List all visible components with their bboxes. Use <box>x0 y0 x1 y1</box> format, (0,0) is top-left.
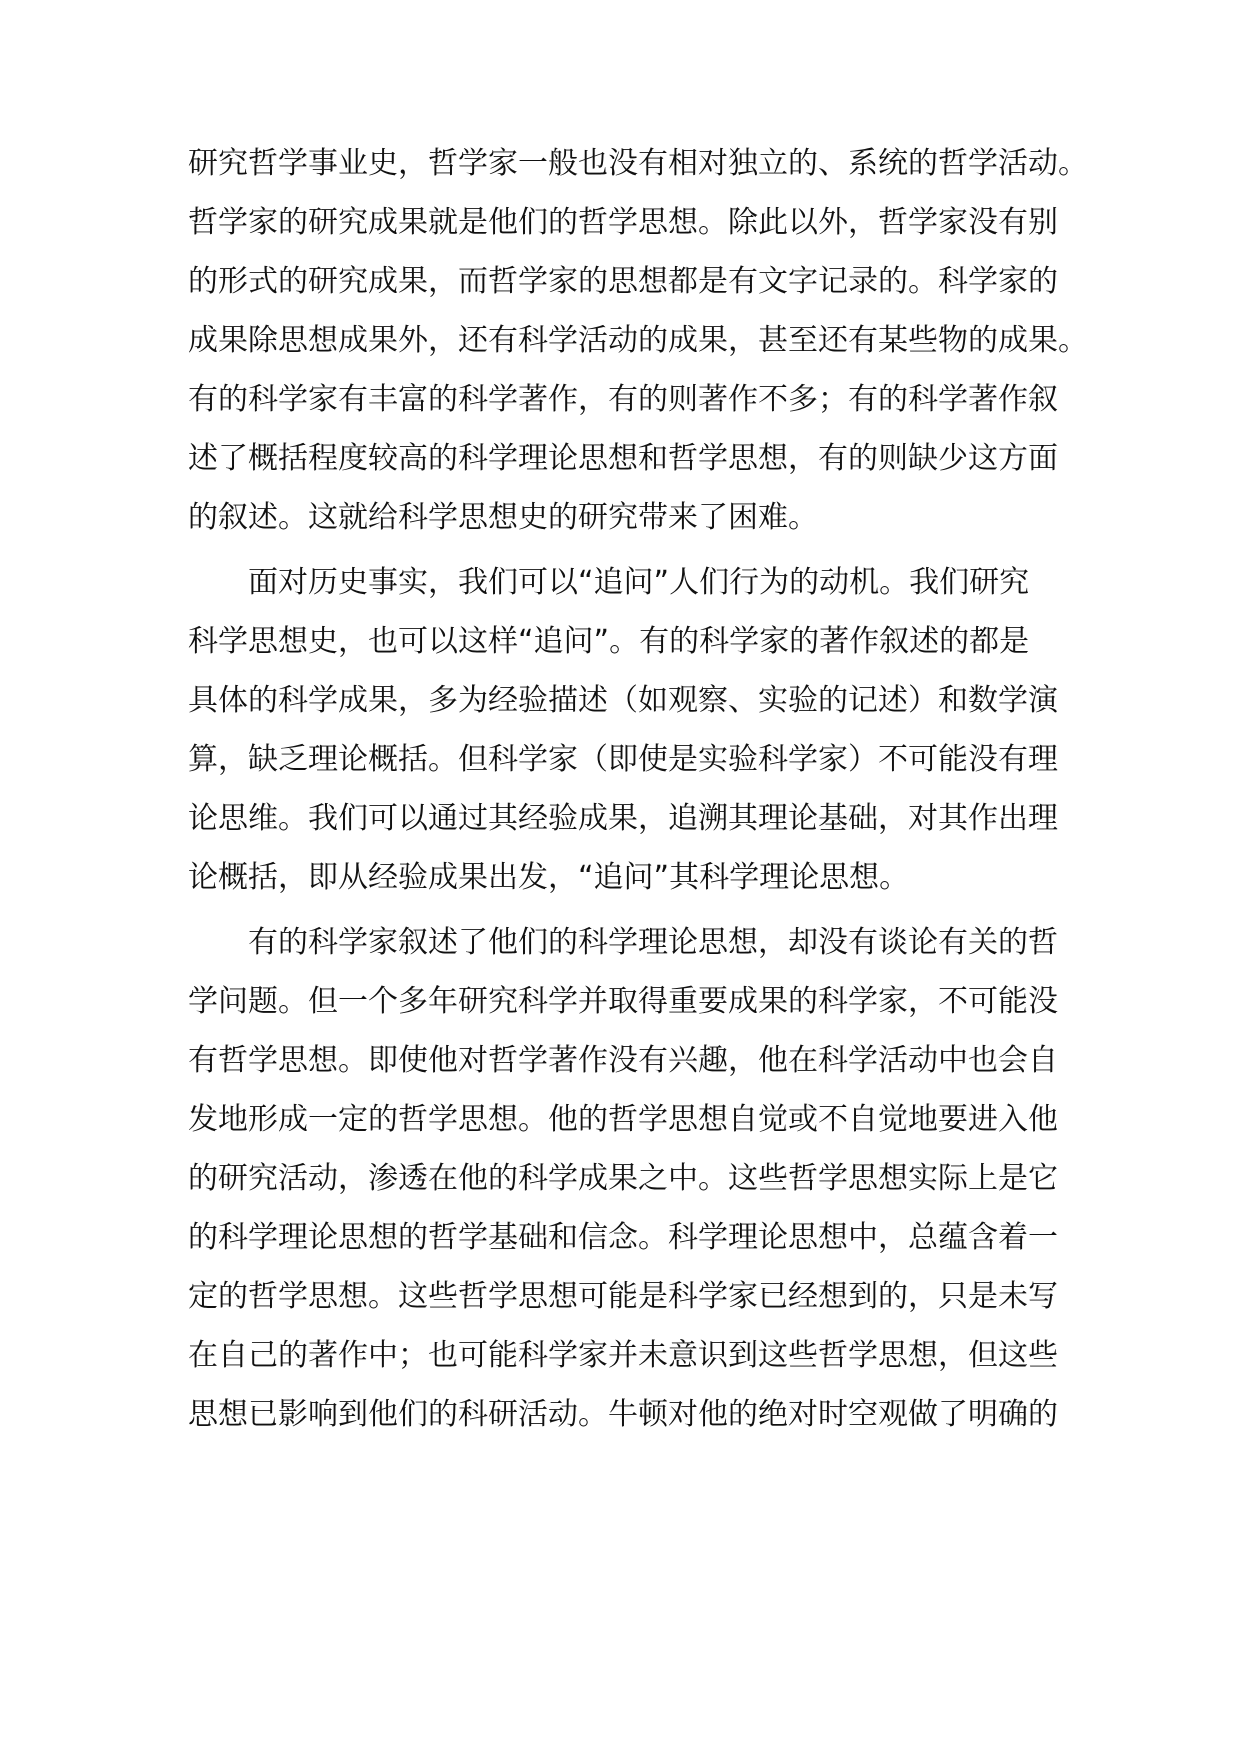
paragraph-1-line-3: 的形式的研究成果，而哲学家的思想都是有文字记录的。科学家的 <box>188 264 1058 299</box>
paragraph-1-line-4: 成果除思想成果外，还有科学活动的成果，甚至还有某些物的成果。 <box>188 323 1088 358</box>
paragraph-3-line-2: 学问题。但一个多年研究科学并取得重要成果的科学家，不可能没 <box>188 984 1058 1019</box>
paragraph-3-line-1: 有的科学家叙述了他们的科学理论思想，却没有谈论有关的哲 <box>248 925 1058 960</box>
paragraph-3-line-4: 发地形成一定的哲学思想。他的哲学思想自觉或不自觉地要进入他 <box>188 1102 1058 1137</box>
paragraph-3-line-3: 有哲学思想。即使他对哲学著作没有兴趣，他在科学活动中也会自 <box>188 1043 1058 1078</box>
paragraph-1-line-1: 研究哲学事业史，哲学家一般也没有相对独立的、系统的哲学活动。 <box>188 146 1088 181</box>
paragraph-2-line-4: 算，缺乏理论概括。但科学家（即使是实验科学家）不可能没有理 <box>188 742 1058 777</box>
paragraph-1-line-7: 的叙述。这就给科学思想史的研究带来了困难。 <box>188 500 818 535</box>
paragraph-1-line-2: 哲学家的研究成果就是他们的哲学思想。除此以外，哲学家没有别 <box>188 205 1058 240</box>
paragraph-2-line-3: 具体的科学成果，多为经验描述（如观察、实验的记述）和数学演 <box>188 683 1058 718</box>
paragraph-3-line-5: 的研究活动，渗透在他的科学成果之中。这些哲学思想实际上是它 <box>188 1161 1058 1196</box>
paragraph-2-line-5: 论思维。我们可以通过其经验成果，追溯其理论基础，对其作出理 <box>188 801 1058 836</box>
paragraph-2-line-6: 论概括，即从经验成果出发，“追问”其科学理论思想。 <box>188 860 910 895</box>
paragraph-3-line-7: 定的哲学思想。这些哲学思想可能是科学家已经想到的，只是未写 <box>188 1279 1058 1314</box>
paragraph-2-line-1: 面对历史事实，我们可以“追问”人们行为的动机。我们研究 <box>248 565 1030 600</box>
paragraph-1-line-5: 有的科学家有丰富的科学著作，有的则著作不多；有的科学著作叙 <box>188 382 1058 417</box>
paragraph-1-line-6: 述了概括程度较高的科学理论思想和哲学思想，有的则缺少这方面 <box>188 441 1058 476</box>
paragraph-3-line-8: 在自己的著作中；也可能科学家并未意识到这些哲学思想，但这些 <box>188 1338 1058 1373</box>
paragraph-2-line-2: 科学思想史，也可以这样“追问”。有的科学家的著作叙述的都是 <box>188 624 1030 659</box>
paragraph-3-line-6: 的科学理论思想的哲学基础和信念。科学理论思想中，总蕴含着一 <box>188 1220 1058 1255</box>
paragraph-3-line-9: 思想已影响到他们的科研活动。牛顿对他的绝对时空观做了明确的 <box>188 1397 1058 1432</box>
